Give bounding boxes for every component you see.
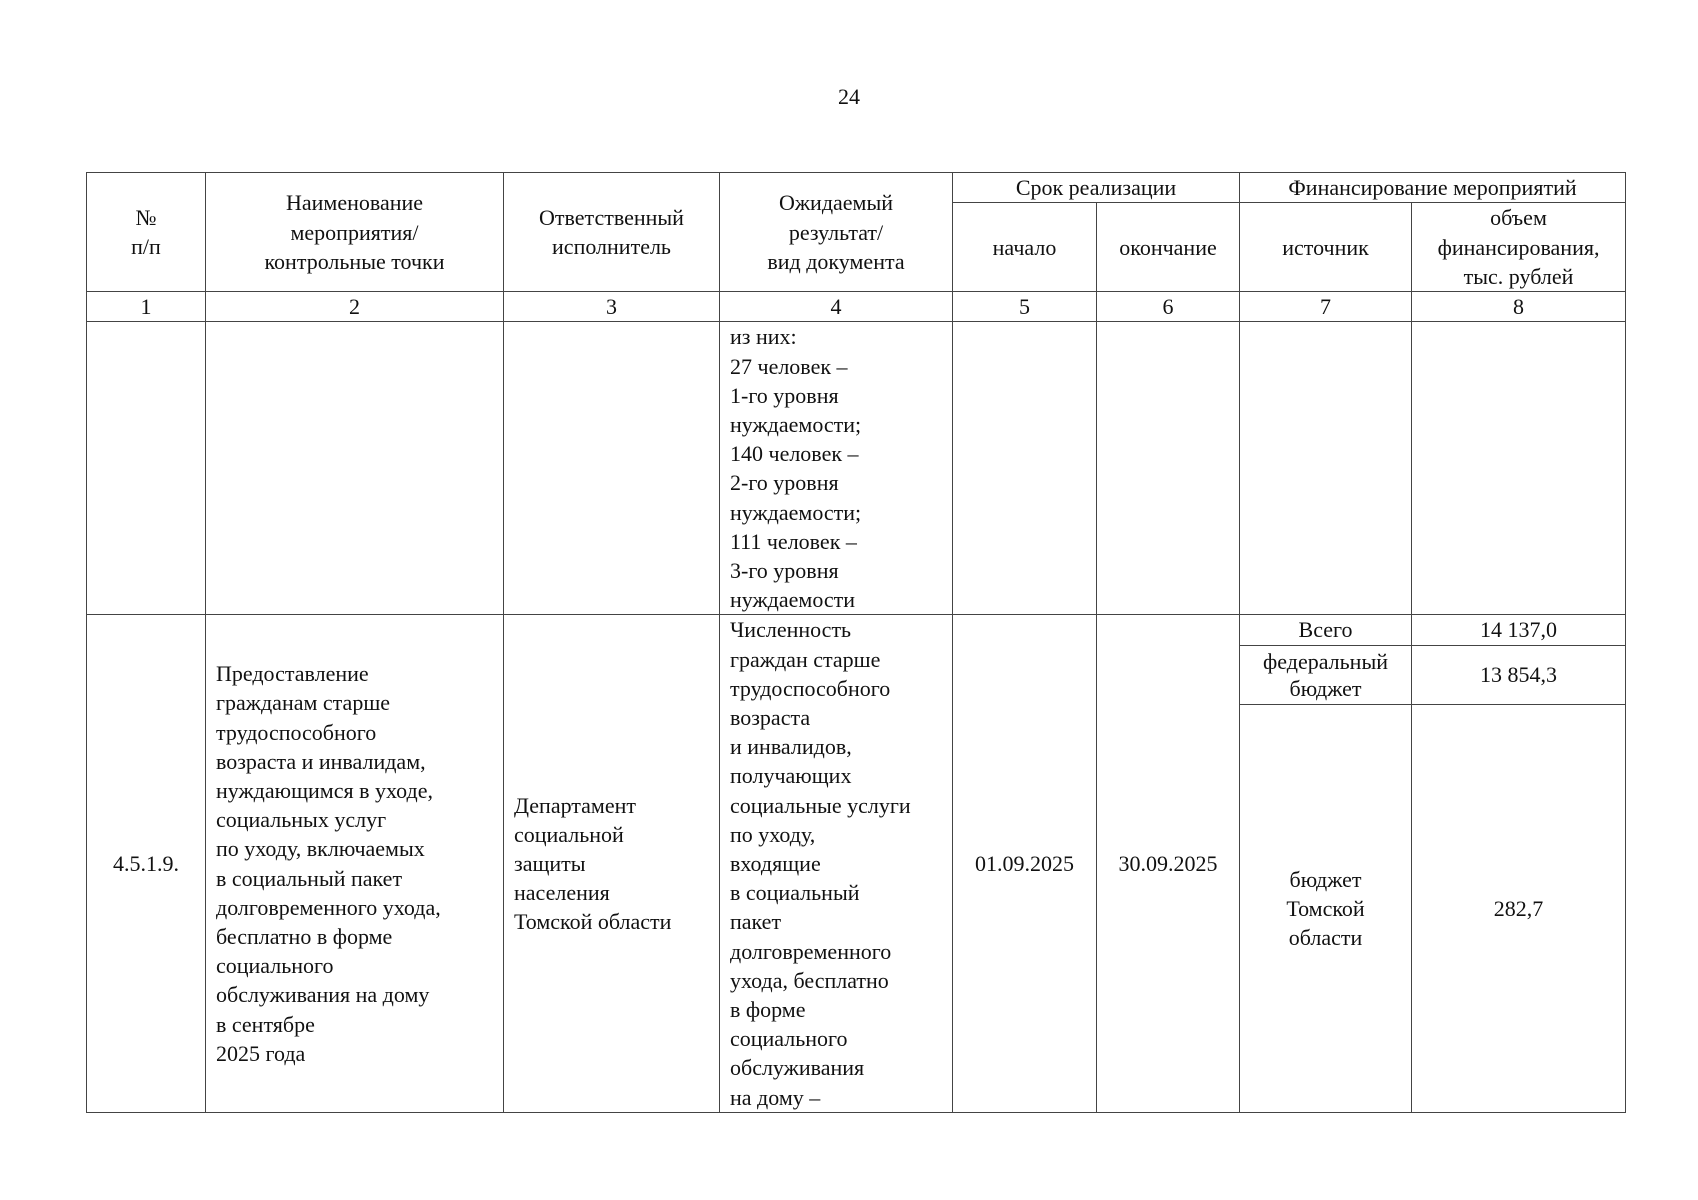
header-expected-result: Ожидаемый результат/ вид документа [720,173,953,292]
header-source: источник [1240,203,1412,292]
header-executor: Ответственный исполнитель [504,173,720,292]
funding-amount-regional: 282,7 [1412,704,1626,1112]
activities-table [86,172,1626,1113]
continued-row [87,322,1626,615]
activity-row-4519 [87,615,1626,645]
cell-empty [1240,322,1412,615]
header-start: начало [953,203,1097,292]
activity-start-date: 01.09.2025 [953,615,1097,1112]
column-number: 4 [720,292,953,322]
continued-result-text: из них: 27 человек – 1-го уровня нуждаемости; 140 человек – 2-го уровня нуждаемости; 111 человек – 3-го уровня нуждаемости [720,322,953,615]
activity-number: 4.5.1.9. [87,615,206,1112]
column-numbers-row [87,292,1626,322]
page-number: 24 [838,84,860,109]
funding-source-total: Всего [1240,615,1412,645]
header-number: № п/п [87,173,206,292]
funding-amount-federal: 13 854,3 [1412,645,1626,704]
column-number: 1 [87,292,206,322]
cell-empty [206,322,504,615]
funding-source-federal: федеральный бюджет [1240,645,1412,704]
header-finance-group: Финансирование мероприятий [1240,173,1626,203]
funding-source-regional: бюджет Томской области [1240,704,1412,1112]
activity-name: Предоставление гражданам старше трудоспособного возраста и инвалидам, нуждающимся в уходе, социальных услуг по уходу, включаемых в социальный пакет долговременного ухода, бесплатно в форме социального обслуживания на дому в сентябре 2025 года [206,615,504,1112]
header-term-group: Срок реализации [953,173,1240,203]
cell-empty [1412,322,1626,615]
funding-amount-total: 14 137,0 [1412,615,1626,645]
column-number: 3 [504,292,720,322]
column-number: 5 [953,292,1097,322]
activity-executor: Департамент социальной защиты населения Томской области [504,615,720,1112]
activity-end-date: 30.09.2025 [1097,615,1240,1112]
header-activity-name: Наименование мероприятия/ контрольные точки [206,173,504,292]
cell-empty [1097,322,1240,615]
cell-empty [504,322,720,615]
column-number: 6 [1097,292,1240,322]
column-number: 2 [206,292,504,322]
column-number: 7 [1240,292,1412,322]
cell-empty [953,322,1097,615]
activity-result: Численность граждан старше трудоспособного возраста и инвалидов, получающих социальные услуги по уходу, входящие в социальный пакет долговременного ухода, бесплатно в форме социального обслуживания на дому – [720,615,953,1112]
header-end: окончание [1097,203,1240,292]
header-row-1 [87,173,1626,203]
column-number: 8 [1412,292,1626,322]
cell-empty [87,322,206,615]
header-amount: объем финансирования, тыс. рублей [1412,203,1626,292]
